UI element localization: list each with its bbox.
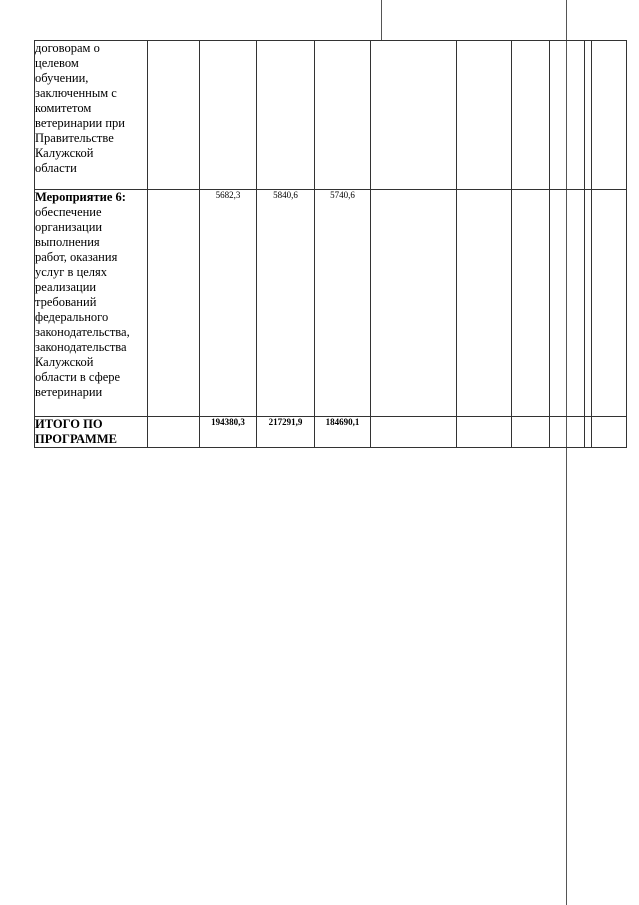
- description-line: ветеринарии: [35, 385, 103, 399]
- description-line: услуг в целях: [35, 265, 108, 279]
- description-line: федерального: [35, 310, 109, 324]
- description-line: договорам о: [35, 41, 100, 55]
- description-line: Правительстве: [35, 131, 114, 145]
- empty-cell: [585, 41, 592, 190]
- description-line: обучении,: [35, 71, 89, 85]
- value-cell: 5682,3: [200, 190, 257, 417]
- description-line: организации: [35, 220, 103, 234]
- empty-cell: [592, 190, 627, 417]
- table-row-total: [35, 417, 627, 448]
- empty-cell: [585, 417, 592, 448]
- description-line: обеспечение: [35, 205, 102, 219]
- row-description-cell: [35, 190, 148, 417]
- empty-cell: [148, 417, 200, 448]
- empty-cell: [512, 41, 550, 190]
- description-line: Калужской: [35, 146, 94, 160]
- value-cell: [257, 41, 315, 190]
- description-line: Калужской: [35, 355, 94, 369]
- empty-cell: [550, 417, 585, 448]
- description-line: требований: [35, 295, 97, 309]
- program-budget-table: [34, 40, 627, 448]
- value-cell: 5840,6: [257, 190, 315, 417]
- description-line: работ, оказания: [35, 250, 118, 264]
- value-cell: [200, 41, 257, 190]
- value-cell: [315, 41, 371, 190]
- empty-cell: [371, 417, 457, 448]
- empty-cell: [550, 41, 585, 190]
- description-line: области: [35, 161, 77, 175]
- empty-cell: [371, 41, 457, 190]
- empty-cell: [371, 190, 457, 417]
- row-description-cell: [35, 41, 148, 190]
- empty-cell: [512, 417, 550, 448]
- description-line: целевом: [35, 56, 79, 70]
- total-label-cell: [35, 417, 148, 448]
- empty-cell: [550, 190, 585, 417]
- description-line: заключенным с: [35, 86, 117, 100]
- value-cell: 5740,6: [315, 190, 371, 417]
- empty-cell: [585, 190, 592, 417]
- empty-cell: [457, 41, 512, 190]
- description-line: области в сфере: [35, 370, 121, 384]
- empty-cell: [512, 190, 550, 417]
- table-row: [35, 41, 627, 190]
- empty-cell: [148, 41, 200, 190]
- description-line: реализации: [35, 280, 97, 294]
- total-value-cell: 184690,1: [315, 417, 371, 448]
- description-line: комитетом: [35, 101, 92, 115]
- description-line: выполнения: [35, 235, 100, 249]
- total-value-cell: 217291,9: [257, 417, 315, 448]
- total-value-cell: 194380,3: [200, 417, 257, 448]
- empty-cell: [457, 190, 512, 417]
- description-line: законодательства: [35, 340, 127, 354]
- page-edge-line-top: [381, 0, 382, 40]
- total-label-line: ИТОГО ПО: [35, 417, 103, 431]
- activity-title: Мероприятие 6:: [35, 190, 126, 204]
- empty-cell: [148, 190, 200, 417]
- table-row: [35, 190, 627, 417]
- empty-cell: [592, 417, 627, 448]
- description-line: ветеринарии при: [35, 116, 125, 130]
- empty-cell: [457, 417, 512, 448]
- empty-cell: [592, 41, 627, 190]
- description-line: законодательства,: [35, 325, 130, 339]
- total-label-line: ПРОГРАММЕ: [35, 432, 117, 446]
